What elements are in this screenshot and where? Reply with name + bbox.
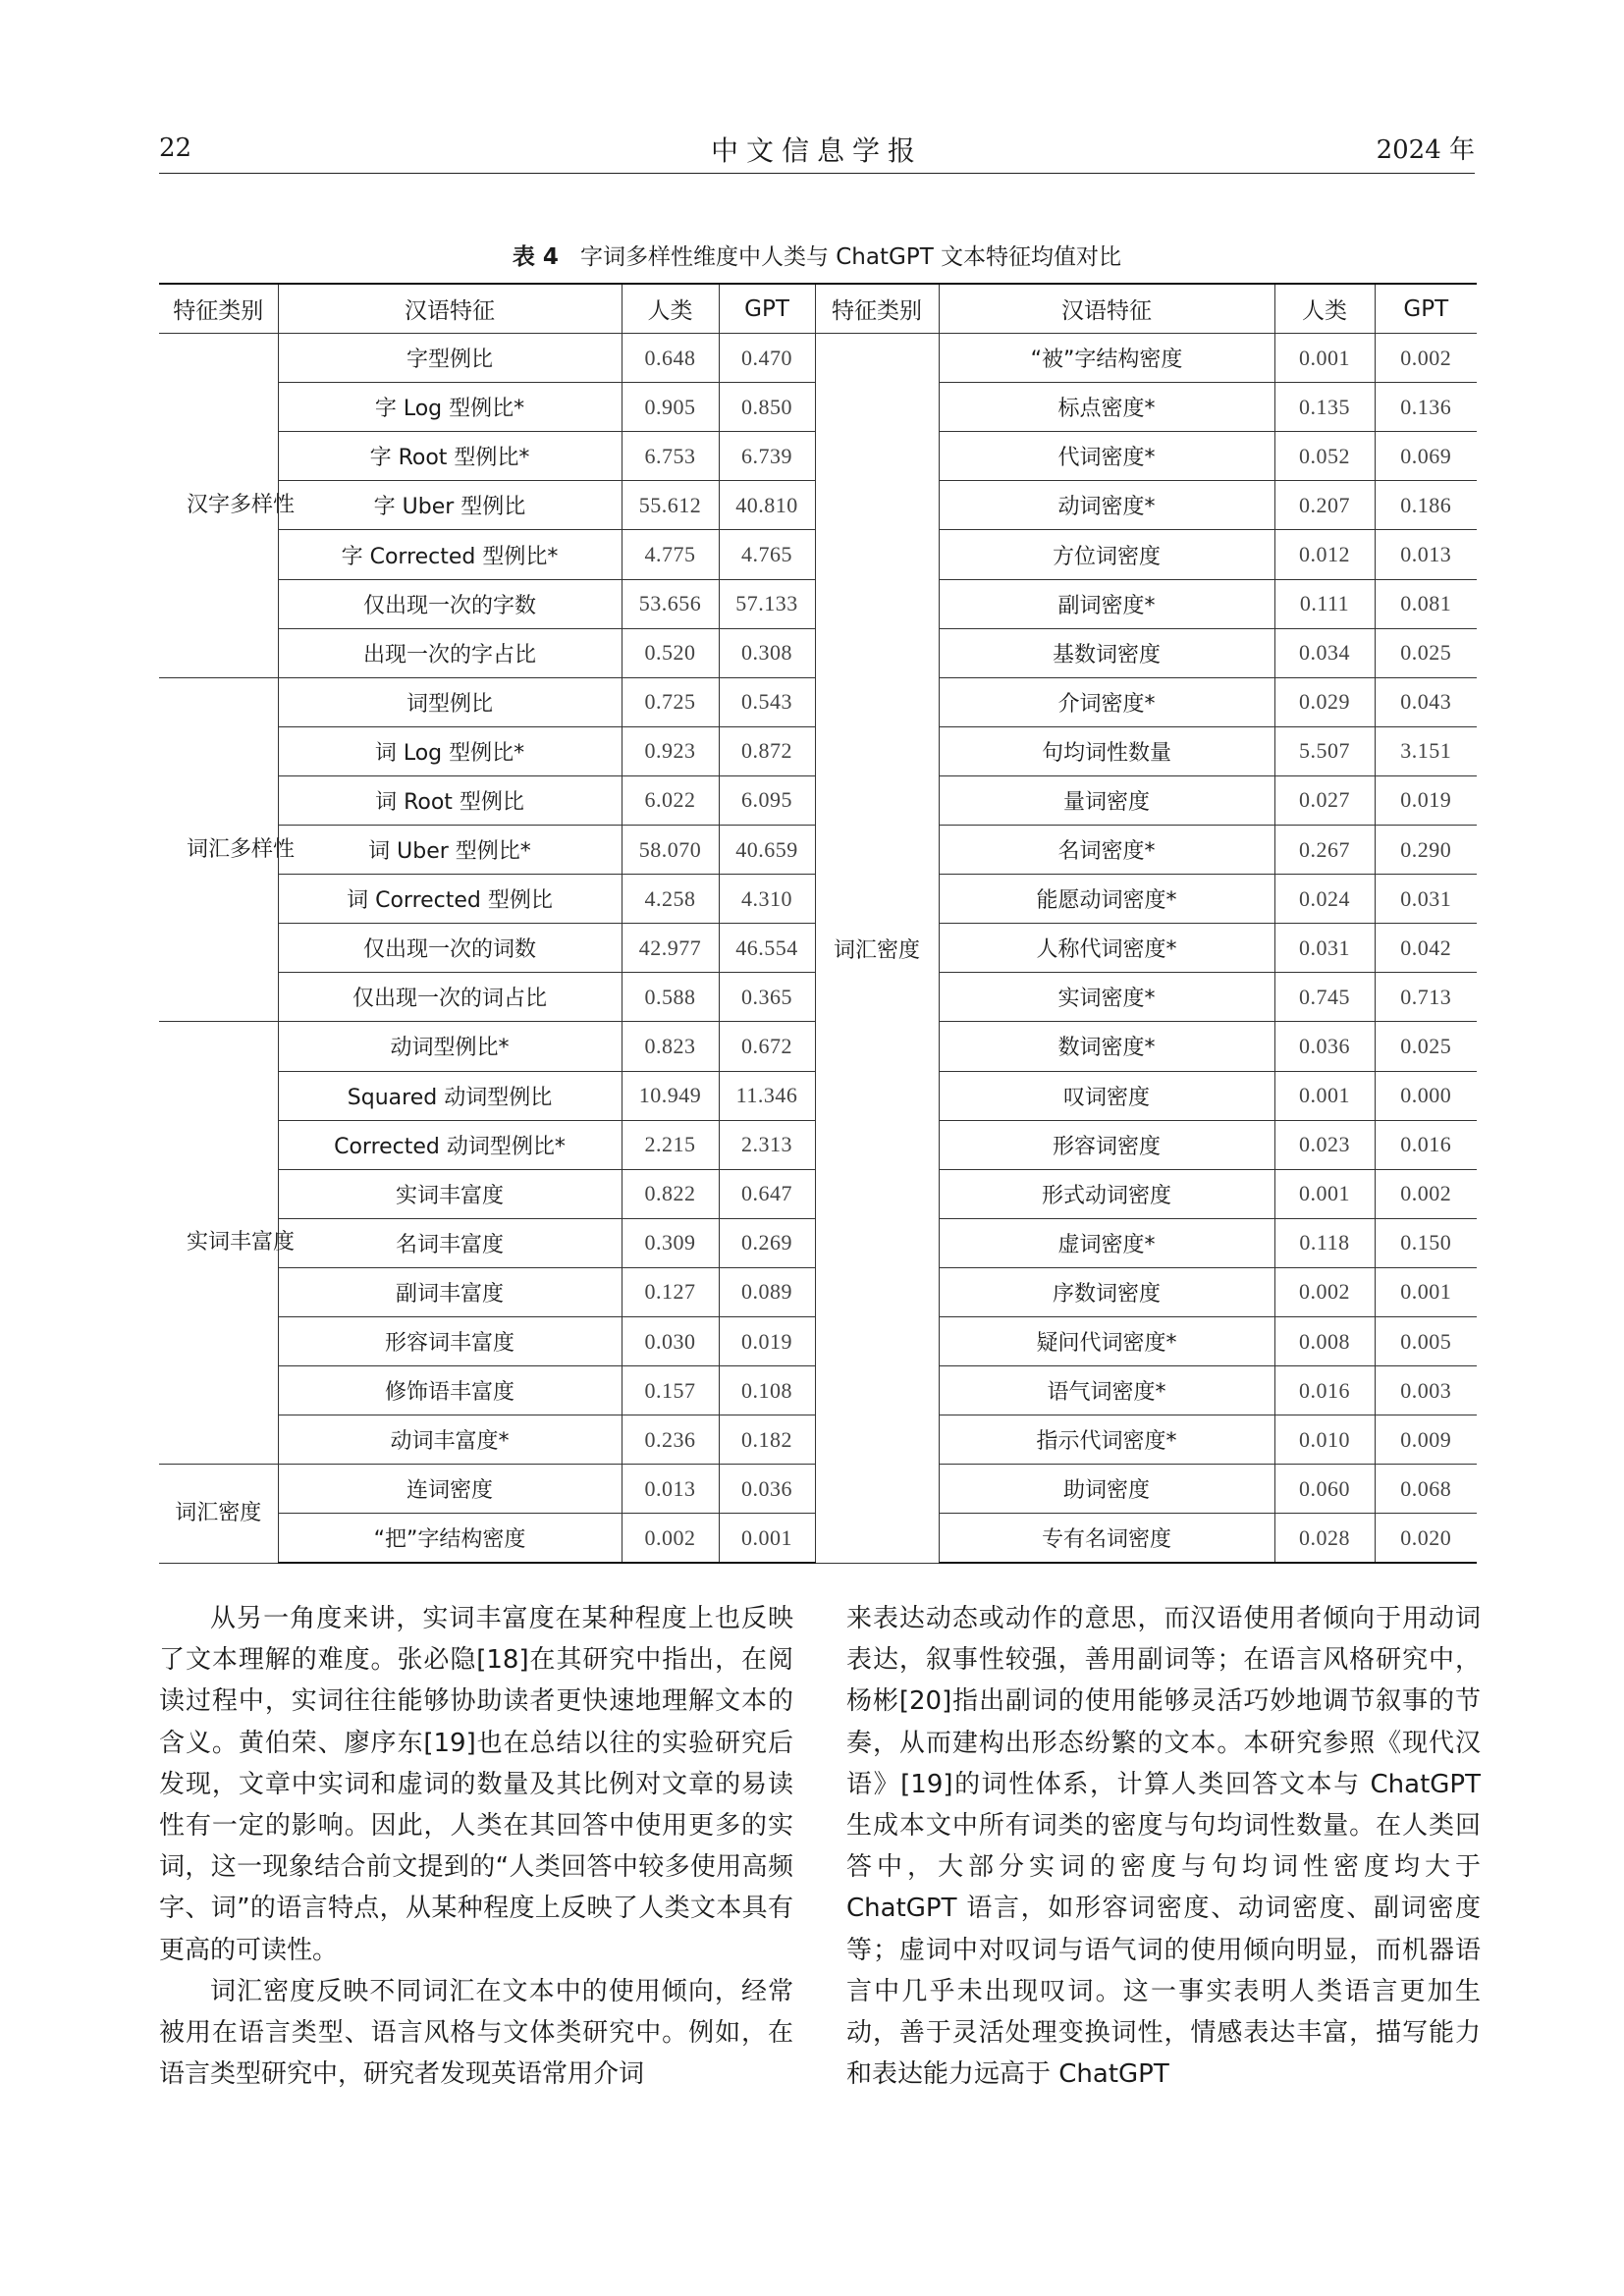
human-value-cell: 0.236	[622, 1415, 719, 1465]
human-value-cell: 0.823	[622, 1022, 719, 1071]
human-value-cell: 0.029	[1274, 677, 1375, 726]
feature-cell: 实词丰富度	[278, 1169, 622, 1218]
table-caption	[159, 239, 1475, 271]
feature-cell: 词 Log 型例比*	[278, 726, 622, 775]
gpt-value-cell: 3.151	[1375, 726, 1477, 775]
gpt-value-cell: 0.019	[1375, 775, 1477, 825]
gpt-value-cell: 0.182	[719, 1415, 815, 1465]
human-value-cell: 6.022	[622, 775, 719, 825]
human-value-cell: 0.905	[622, 383, 719, 432]
gpt-value-cell: 0.136	[1375, 383, 1477, 432]
feature-cell: 疑问代词密度*	[939, 1316, 1274, 1365]
column-header: 人类	[1274, 284, 1375, 334]
human-value-cell: 0.024	[1274, 875, 1375, 924]
human-value-cell: 0.135	[1274, 383, 1375, 432]
feature-cell: 字 Log 型例比*	[278, 383, 622, 432]
gpt-value-cell: 0.150	[1375, 1218, 1477, 1267]
feature-cell: 数词密度*	[939, 1022, 1274, 1071]
page-header	[159, 126, 1475, 171]
feature-cell: 量词密度	[939, 775, 1274, 825]
human-value-cell: 0.002	[622, 1514, 719, 1564]
gpt-value-cell: 57.133	[719, 579, 815, 628]
gpt-value-cell: 0.068	[1375, 1465, 1477, 1514]
body-paragraph: 词汇密度反映不同词汇在文本中的使用倾向，经常被用在语言类型、语言风格与文体类研究中。例如，在语言类型研究中，研究者发现英语常用介词	[159, 1976, 793, 2090]
gpt-value-cell: 0.081	[1375, 579, 1477, 628]
column-header: 人类	[622, 284, 719, 334]
page-number: 22	[159, 133, 192, 163]
category-cell: 词汇密度	[159, 1465, 278, 1564]
human-value-cell: 0.923	[622, 726, 719, 775]
feature-cell: 仅出现一次的词数	[278, 924, 622, 973]
feature-cell: 基数词密度	[939, 628, 1274, 677]
feature-cell: 形式动词密度	[939, 1169, 1274, 1218]
human-value-cell: 0.001	[1274, 1169, 1375, 1218]
gpt-value-cell: 0.020	[1375, 1514, 1477, 1564]
feature-cell: 名词密度*	[939, 826, 1274, 875]
human-value-cell: 0.118	[1274, 1218, 1375, 1267]
column-header: GPT	[719, 284, 815, 334]
human-value-cell: 0.010	[1274, 1415, 1375, 1465]
gpt-value-cell: 0.872	[719, 726, 815, 775]
feature-cell: 动词丰富度*	[278, 1415, 622, 1465]
gpt-value-cell: 4.310	[719, 875, 815, 924]
gpt-value-cell: 0.019	[719, 1316, 815, 1365]
feature-cell: 副词密度*	[939, 579, 1274, 628]
feature-cell: 仅出现一次的字数	[278, 579, 622, 628]
gpt-value-cell: 0.186	[1375, 481, 1477, 530]
feature-cell: 人称代词密度*	[939, 924, 1274, 973]
human-value-cell: 0.648	[622, 334, 719, 383]
table-header-row	[159, 284, 1477, 334]
human-value-cell: 0.016	[1274, 1366, 1375, 1415]
feature-cell: 方位词密度	[939, 530, 1274, 579]
feature-cell: 词 Uber 型例比*	[278, 826, 622, 875]
gpt-value-cell: 0.002	[1375, 1169, 1477, 1218]
feature-cell: 动词型例比*	[278, 1022, 622, 1071]
feature-cell: 句均词性数量	[939, 726, 1274, 775]
feature-cell: 名词丰富度	[278, 1218, 622, 1267]
gpt-value-cell: 0.470	[719, 334, 815, 383]
feature-cell: 词 Corrected 型例比	[278, 875, 622, 924]
gpt-value-cell: 0.365	[719, 973, 815, 1022]
category-cell: 词汇多样性	[159, 677, 278, 1022]
feature-cell: “把”字结构密度	[278, 1514, 622, 1564]
human-value-cell: 0.207	[1274, 481, 1375, 530]
body-paragraph: 来表达动态或动作的意思，而汉语使用者倾向于用动词表达，叙事性较强，善用副词等；在语言风格研究中，杨彬[20]指出副词的使用能够灵活巧妙地调节叙事的节奏，从而建构出形态纷繁的文本。本研究参照《现代汉语》[19]的词性体系，计算人类回答文本与 ChatGPT 生成本文中所有词类的密度与句均词性数量。在人类回答中，大部分实词的密度与句均词性密度均大于 ChatGPT 语言，如形容词密度、动词密度、副词密度等；虚词中对叹词与语气词的使用倾向明显，而机器语言中几乎未出现叹词。这一事实表明人类语言更加生动，善于灵活处理变换词性，情感表达丰富，描写能力和表达能力远高于 ChatGPT	[846, 1604, 1481, 2090]
gpt-value-cell: 0.308	[719, 628, 815, 677]
feature-cell: 序数词密度	[939, 1267, 1274, 1316]
human-value-cell: 0.111	[1274, 579, 1375, 628]
gpt-value-cell: 0.108	[719, 1366, 815, 1415]
gpt-value-cell: 0.850	[719, 383, 815, 432]
feature-cell: Squared 动词型例比	[278, 1071, 622, 1120]
body-left-column	[159, 1598, 793, 2095]
human-value-cell: 0.028	[1274, 1514, 1375, 1564]
human-value-cell: 0.001	[1274, 1071, 1375, 1120]
human-value-cell: 5.507	[1274, 726, 1375, 775]
feature-cell: 指示代词密度*	[939, 1415, 1274, 1465]
human-value-cell: 0.027	[1274, 775, 1375, 825]
gpt-value-cell: 0.713	[1375, 973, 1477, 1022]
category-cell: 词汇密度	[815, 334, 939, 1564]
gpt-value-cell: 0.269	[719, 1218, 815, 1267]
feature-cell: Corrected 动词型例比*	[278, 1120, 622, 1169]
gpt-value-cell: 0.000	[1375, 1071, 1477, 1120]
column-header: GPT	[1375, 284, 1477, 334]
gpt-value-cell: 2.313	[719, 1120, 815, 1169]
gpt-value-cell: 0.003	[1375, 1366, 1477, 1415]
human-value-cell: 0.127	[622, 1267, 719, 1316]
human-value-cell: 0.013	[622, 1465, 719, 1514]
gpt-value-cell: 0.025	[1375, 628, 1477, 677]
gpt-value-cell: 0.069	[1375, 432, 1477, 481]
feature-cell: 字 Root 型例比*	[278, 432, 622, 481]
human-value-cell: 0.052	[1274, 432, 1375, 481]
human-value-cell: 55.612	[622, 481, 719, 530]
feature-cell: 能愿动词密度*	[939, 875, 1274, 924]
gpt-value-cell: 0.002	[1375, 334, 1477, 383]
human-value-cell: 53.656	[622, 579, 719, 628]
human-value-cell: 0.309	[622, 1218, 719, 1267]
feature-cell: 形容词密度	[939, 1120, 1274, 1169]
feature-cell: 语气词密度*	[939, 1366, 1274, 1415]
human-value-cell: 0.157	[622, 1366, 719, 1415]
gpt-value-cell: 0.089	[719, 1267, 815, 1316]
gpt-value-cell: 0.043	[1375, 677, 1477, 726]
gpt-value-cell: 46.554	[719, 924, 815, 973]
human-value-cell: 0.008	[1274, 1316, 1375, 1365]
feature-cell: 形容词丰富度	[278, 1316, 622, 1365]
feature-cell: 专有名词密度	[939, 1514, 1274, 1564]
column-header: 特征类别	[815, 284, 939, 334]
feature-cell: 虚词密度*	[939, 1218, 1274, 1267]
human-value-cell: 0.745	[1274, 973, 1375, 1022]
feature-comparison-table	[159, 283, 1477, 1564]
gpt-value-cell: 0.005	[1375, 1316, 1477, 1365]
human-value-cell: 4.258	[622, 875, 719, 924]
feature-cell: 连词密度	[278, 1465, 622, 1514]
gpt-value-cell: 0.031	[1375, 875, 1477, 924]
feature-cell: 修饰语丰富度	[278, 1366, 622, 1415]
human-value-cell: 0.034	[1274, 628, 1375, 677]
feature-cell: 助词密度	[939, 1465, 1274, 1514]
gpt-value-cell: 0.647	[719, 1169, 815, 1218]
human-value-cell: 0.001	[1274, 334, 1375, 383]
human-value-cell: 42.977	[622, 924, 719, 973]
feature-cell: 词 Root 型例比	[278, 775, 622, 825]
gpt-value-cell: 0.042	[1375, 924, 1477, 973]
gpt-value-cell: 0.672	[719, 1022, 815, 1071]
gpt-value-cell: 0.009	[1375, 1415, 1477, 1465]
category-cell: 实词丰富度	[159, 1022, 278, 1465]
table-row	[159, 334, 1477, 383]
human-value-cell: 0.030	[622, 1316, 719, 1365]
human-value-cell: 0.267	[1274, 826, 1375, 875]
feature-cell: 标点密度*	[939, 383, 1274, 432]
human-value-cell: 10.949	[622, 1071, 719, 1120]
feature-cell: 代词密度*	[939, 432, 1274, 481]
human-value-cell: 4.775	[622, 530, 719, 579]
feature-cell: 仅出现一次的词占比	[278, 973, 622, 1022]
table-caption-text: 字词多样性维度中人类与 ChatGPT 文本特征均值对比	[579, 244, 1122, 270]
gpt-value-cell: 0.036	[719, 1465, 815, 1514]
feature-cell: 副词丰富度	[278, 1267, 622, 1316]
gpt-value-cell: 40.810	[719, 481, 815, 530]
feature-cell: 动词密度*	[939, 481, 1274, 530]
feature-cell: “被”字结构密度	[939, 334, 1274, 383]
human-value-cell: 2.215	[622, 1120, 719, 1169]
gpt-value-cell: 0.013	[1375, 530, 1477, 579]
human-value-cell: 58.070	[622, 826, 719, 875]
human-value-cell: 0.822	[622, 1169, 719, 1218]
feature-cell: 叹词密度	[939, 1071, 1274, 1120]
feature-cell: 词型例比	[278, 677, 622, 726]
feature-cell: 字 Uber 型例比	[278, 481, 622, 530]
feature-cell: 出现一次的字占比	[278, 628, 622, 677]
human-value-cell: 0.031	[1274, 924, 1375, 973]
body-paragraph: 从另一角度来讲，实词丰富度在某种程度上也反映了文本理解的难度。张必隐[18]在其研究中指出，在阅读过程中，实词往往能够协助读者更快速地理解文本的含义。黄伯荣、廖序东[19]也在总结以往的实验研究后发现，文章中实词和虚词的数量及其比例对文章的易读性有一定的影响。因此，人类在其回答中使用更多的实词，这一现象结合前文提到的“人类回答中较多使用高频字、词”的语言特点，从某种程度上反映了人类文本具有更高的可读性。	[159, 1604, 793, 1965]
gpt-value-cell: 40.659	[719, 826, 815, 875]
gpt-value-cell: 0.016	[1375, 1120, 1477, 1169]
gpt-value-cell: 0.543	[719, 677, 815, 726]
gpt-value-cell: 6.095	[719, 775, 815, 825]
gpt-value-cell: 6.739	[719, 432, 815, 481]
feature-cell: 字 Corrected 型例比*	[278, 530, 622, 579]
gpt-value-cell: 4.765	[719, 530, 815, 579]
human-value-cell: 0.023	[1274, 1120, 1375, 1169]
journal-title: 中文信息学报	[710, 134, 923, 167]
human-value-cell: 0.012	[1274, 530, 1375, 579]
human-value-cell: 6.753	[622, 432, 719, 481]
category-cell: 汉字多样性	[159, 334, 278, 678]
human-value-cell: 0.520	[622, 628, 719, 677]
header-rule	[159, 173, 1475, 174]
feature-cell: 介词密度*	[939, 677, 1274, 726]
gpt-value-cell: 0.025	[1375, 1022, 1477, 1071]
table-caption-label: 表 4	[512, 244, 559, 270]
column-header: 汉语特征	[278, 284, 622, 334]
gpt-value-cell: 11.346	[719, 1071, 815, 1120]
column-header: 汉语特征	[939, 284, 1274, 334]
human-value-cell: 0.060	[1274, 1465, 1375, 1514]
gpt-value-cell: 0.001	[1375, 1267, 1477, 1316]
human-value-cell: 0.588	[622, 973, 719, 1022]
gpt-value-cell: 0.001	[719, 1514, 815, 1564]
feature-cell: 字型例比	[278, 334, 622, 383]
publication-year: 2024 年	[1376, 135, 1475, 165]
human-value-cell: 0.036	[1274, 1022, 1375, 1071]
human-value-cell: 0.725	[622, 677, 719, 726]
gpt-value-cell: 0.290	[1375, 826, 1477, 875]
feature-cell: 实词密度*	[939, 973, 1274, 1022]
body-right-column	[846, 1598, 1481, 2095]
human-value-cell: 0.002	[1274, 1267, 1375, 1316]
column-header: 特征类别	[159, 284, 278, 334]
